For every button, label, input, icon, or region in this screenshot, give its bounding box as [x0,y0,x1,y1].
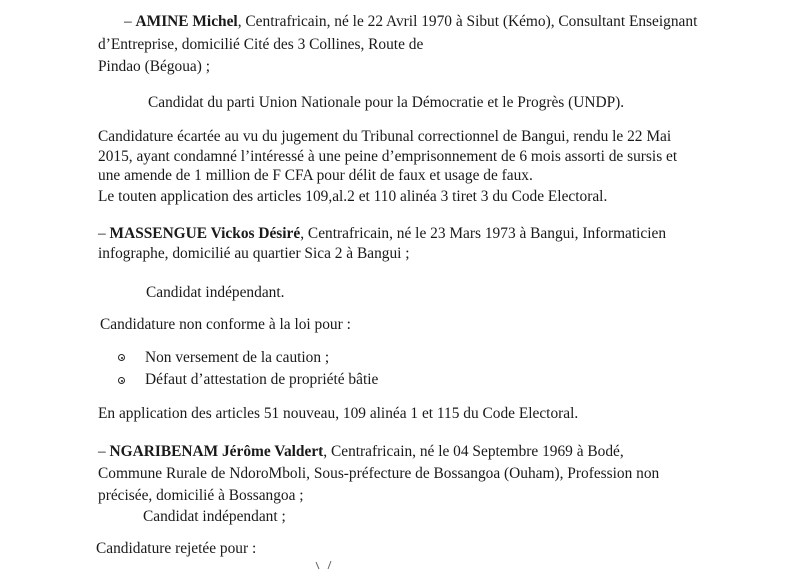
entry-3-decision-intro: Candidature rejetée pour : [96,540,257,557]
bullet-icon [118,377,125,384]
entry-2-legal-basis: En application des articles 51 nouveau, 109 alinéa 1 et 115 du Code Electoral. [98,405,579,422]
entry-3-line-1 [98,443,624,461]
entry-1-candidacy: Candidat du parti Union Nationale pour la Démocratie et le Progrès (UNDP). [148,94,625,111]
entry-3-line-3: précisée, domicilié à Bossangoa ; [98,487,304,504]
entry-1-line-3: Pindao (Bégoua) ; [98,58,210,75]
entry-1-line-2: d’Entreprise, domicilié Cité des 3 Collines, Route de [98,36,424,53]
entry-3-candidacy: Candidat indépendant ; [143,508,286,525]
entry-2-line-1 [98,225,666,243]
entry-2-decision-intro: Candidature non conforme à la loi pour : [100,316,351,333]
entry-2-reason-1: Non versement de la caution ; [145,349,330,366]
entry-3-details: , Centrafricain, né le 04 Septembre 1969 à Bodé, [323,443,624,460]
entry-3-name: NGARIBENAM Jérôme Valdert [109,443,324,460]
entry-1-line-1 [124,13,697,31]
bullet-icon [118,354,125,361]
entry-1-decision-line-1: Candidature écartée au vu du jugement du Tribunal correctionnel de Bangui, rendu le 22 Mai [98,128,672,145]
entry-1-details: , Centrafricain, né le 22 Avril 1970 à Sibut (Kémo), Consultant Enseignant [237,13,698,30]
entry-2-line-2: infographe, domicilié au quartier Sica 2 à Bangui ; [98,245,410,262]
entry-1-decision-line-2: 2015, ayant condamné l’intéressé à une peine d’emprisonnement de 6 mois assorti de sursis et [98,148,678,165]
entry-3-line-2: Commune Rurale de NdoroMboli, Sous-préfecture de Bossangoa (Ouham), Profession non [98,465,660,482]
entry-1-decision-line-3: une amende de 1 million de F CFA pour délit de faux et usage de faux. [98,167,533,184]
scan-mark-icon [312,560,342,570]
entry-3-dash: – [98,443,110,460]
entry-2-reason-2: Défaut d’attestation de propriété bâtie [145,371,379,388]
entry-1-dash: – [124,13,136,30]
entry-1-decision-line-4: Le touten application des articles 109,al.2 et 110 alinéa 3 tiret 3 du Code Electoral. [98,188,608,205]
entry-2-name: MASSENGUE Vickos Désiré [109,225,301,242]
entry-2-dash: – [98,225,110,242]
entry-2-details: , Centrafricain, né le 23 Mars 1973 à Bangui, Informaticien [300,225,667,242]
entry-1-name: AMINE Michel [135,13,238,30]
entry-2-candidacy: Candidat indépendant. [146,284,285,301]
